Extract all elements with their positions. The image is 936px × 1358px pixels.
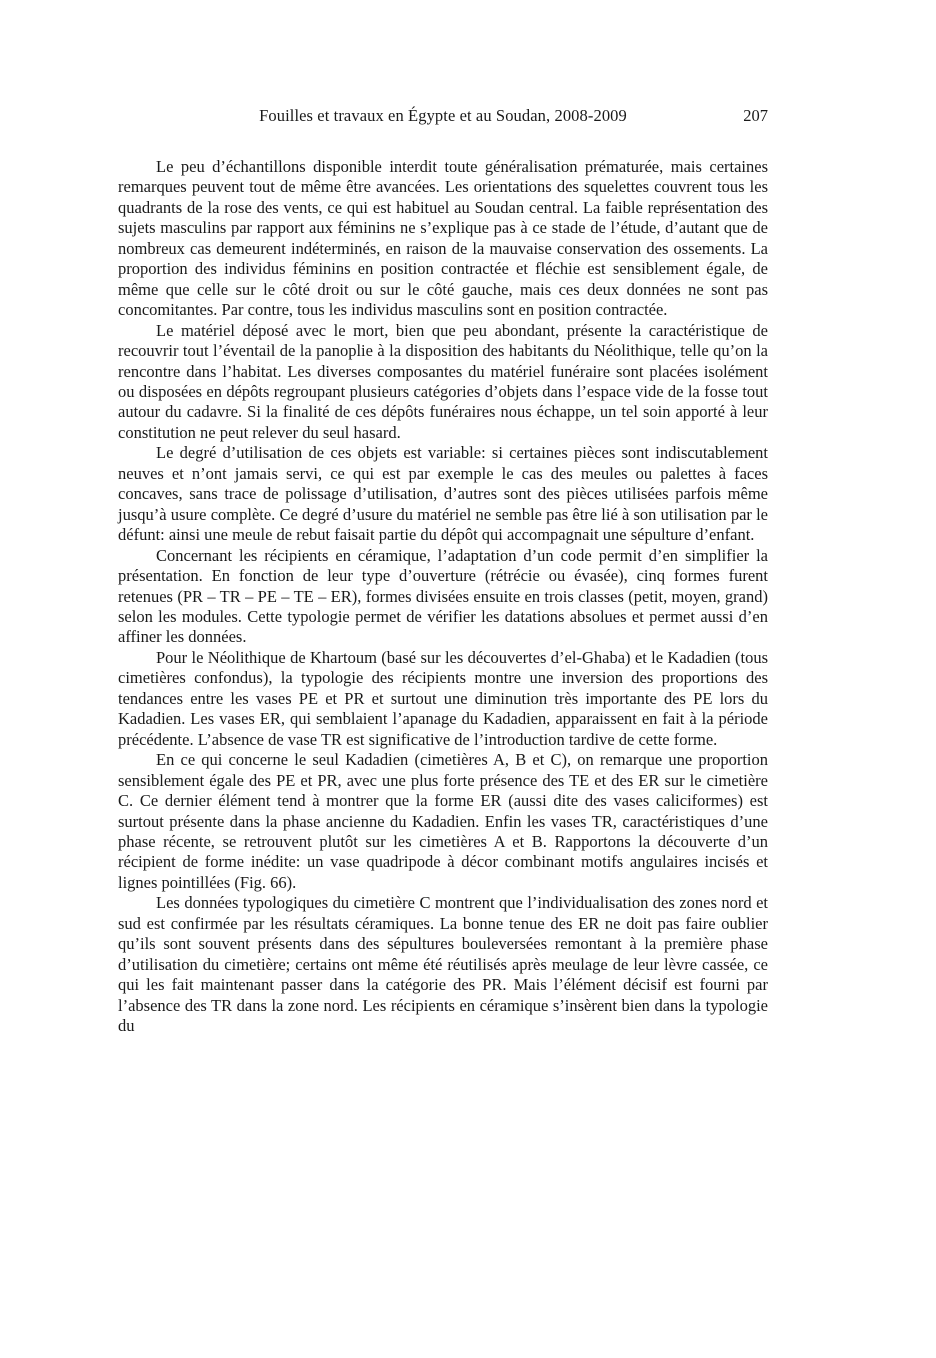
body-text [118, 157, 768, 1036]
paragraph-cemetery-c: Les données typologiques du cimetière C montrent que l’individualisation des zones nord et sud est confirmée par les résultats céramiques. La bonne tenue des ER ne doit pas faire oublier qu’ils sont souvent présents dans des sépultures bouleversées remontant à la première phase d’utilisation du cimetière; certains ont même été réutilisés après meulage de leur lèvre cassée, ce qui les fait maintenant passer dans la catégorie des PR. Mais l’élément décisif est fourni par l’absence des TR dans la zone nord. Les récipients en céramique s’insèrent bien dans la typologie du [118, 893, 768, 1036]
running-title: Fouilles et travaux en Égypte et au Soudan, 2008-2009 [259, 106, 627, 125]
paragraph-ceramic-code: Concernant les récipients en céramique, l’adaptation d’un code permit d’en simplifier la présentation. En fonction de leur type d’ouverture (rétrécie ou évasée), cinq formes furent retenues (PR – TR – PE – TE – ER), formes divisées ensuite en trois classes (petit, moyen, grand) selon les modules. Cette typologie permet de vérifier les datations absolues et permet aussi d’en affiner les données. [118, 545, 768, 647]
paragraph-object-usage: Le degré d’utilisation de ces objets est variable: si certaines pièces sont indiscutablement neuves et n’ont jamais servi, ce qui est par exemple le cas des meules ou palettes à faces concaves, sans trace de polissage d’utilisation, d’autres sont des pièces utilisées parfois même jusqu’à usure complète. Ce degré d’usure du matériel ne semble pas être lié à son utilisation par le défunt: ainsi une meule de rebut faisait partie du dépôt qui accompagnait une sépulture d’enfant. [118, 443, 768, 545]
page-number: 207 [743, 106, 768, 125]
paragraph-funerary-material: Le matériel déposé avec le mort, bien que peu abondant, présente la caractéristique de recouvrir tout l’éventail de la panoplie à la disposition des habitants du Néolithique, telle qu’on la rencontre dans l’habitat. Les diverses composantes du matériel funéraire sont placées isolément ou disposées en dépôts regroupant plusieurs catégories d’objets dans l’espace vide de la fosse tout autour du cadavre. Si la finalité de ces dépôts funéraires nous échappe, un tel soin apporté à leur constitution ne peut relever du seul hasard. [118, 320, 768, 442]
paragraph-kadadien: En ce qui concerne le seul Kadadien (cimetières A, B et C), on remarque une proportion sensiblement égale des PE et PR, avec une plus forte présence des TE et des ER sur le cimetière C. Ce dernier élément tend à montrer que la forme ER (aussi dite des vases caliciformes) est surtout présente dans la phase ancienne du Kadadien. Enfin les vases TR, caractéristiques d’une phase récente, se retrouvent plutôt sur les cimetières A et B. Rapportons la découverte d’un récipient de forme inédite: un vase quadripode à décor combinant motifs angulaires incisés et lignes pointillées (Fig. 66). [118, 750, 768, 892]
running-header [118, 104, 768, 128]
paragraph-khartoum-neolithic: Pour le Néolithique de Khartoum (basé sur les découvertes d’el-Ghaba) et le Kadadien (tous cimetières confondus), la typologie des récipients montre une inversion des proportions des tendances entre les vases PE et PR et surtout une diminution très importante des PE lors du Kadadien. Les vases ER, qui semblaient l’apanage du Kadadien, apparaissent en fait à la période précédente. L’absence de vase TR est significative de l’introduction tardive de cette forme. [118, 647, 768, 749]
paragraph-orientations: Le peu d’échantillons disponible interdit toute généralisation prématurée, mais certaines remarques peuvent tout de même être avancées. Les orientations des squelettes couvrent tous les quadrants de la rose des vents, ce qui est habituel au Soudan central. La faible représentation des sujets masculins par rapport aux féminins ne s’explique pas à ce stade de l’étude, d’autant que de nombreux cas demeurent indéterminés, en raison de la mauvaise conservation des ossements. La proportion des individus féminins en position contractée et fléchie est sensiblement égale, de même que celle sur le côté droit ou sur le côté gauche, mais ces deux données ne sont pas concomitantes. Par contre, tous les individus masculins sont en position contractée. [118, 157, 768, 320]
